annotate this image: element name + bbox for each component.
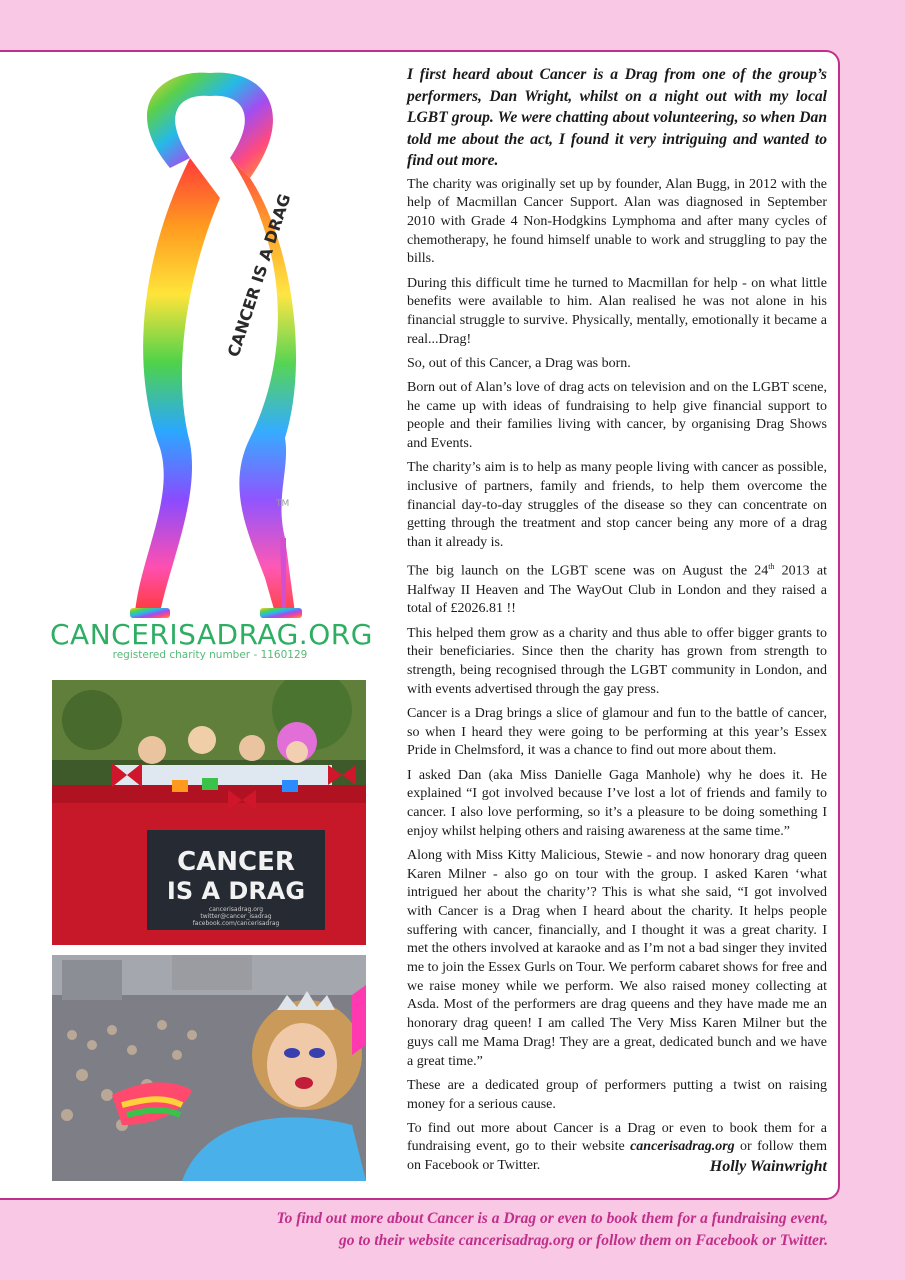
banner-text-line2: IS A DRAG [166,877,306,905]
paragraph-text: To find out more about Cancer is a Drag or even to book them for a fundraising event, go to their website [407,1120,827,1155]
banner-small-3: facebook.com/cancerisadrag [192,920,280,927]
article-panel [0,50,840,1200]
footer-line: go to their website cancerisadrag.org or follow them on Facebook or Twitter. [339,1232,828,1249]
article-body [407,64,827,1176]
photo-pride-crowd [52,955,366,1181]
paragraph-text: The big launch on the LGBT scene was on August the 24 [407,564,769,580]
article-intro: I first heard about Cancer is a Drag from one of the group’s performers, Dan Wright, whilst on a night out with my local LGBT group. We were chatting about volunteering, so when Dan told me about the act, I found it very intriguing and wanted to find out more. [407,66,827,169]
ordinal-suffix: th [768,562,775,572]
article-author: Holly Wainwright [709,1157,827,1175]
ribbon-text: CANCER IS A DRAG [223,191,295,360]
banner-small-1: cancerisadrag.org [208,906,264,913]
paragraph: The charity was originally set up by founder, Alan Bugg, in 2012 with the help of Macmillan Cancer Support. Alan was diagnosed in September 2010 with Grade 4 Non-Hodgkins Lymphoma and after many cycles of chemotherapy, he found himself unable to work and struggling to pay the bills. [407,176,827,267]
cancer-is-a-drag-logo [100,68,320,623]
footer-callout [108,1208,828,1252]
paragraph-text: 2013 at Halfway II Heaven and The WayOut Club in London and they raised a total of £2026.81 !! [407,564,827,617]
website-logo-text: CANCERISADRAG.ORG [50,618,373,651]
website-link[interactable]: cancerisadrag.org [630,1139,735,1155]
paragraph-text: or follow them on Facebook or Twitter. [407,1139,827,1174]
paragraph: The charity’s aim is to help as many people living with cancer as possible, inclusive of partners, family and friends, to help them overcome the financial day-to-day struggles of the disease so they can concentrate on getting through the treatment and stop cancer being any more of a drag than it already is. [407,460,827,551]
paragraph: Along with Miss Kitty Malicious, Stewie - and now honorary drag queen Karen Milner - also go on tour with the group. I asked Karen ‘what intrigued her about the charity’? This is what she said, “I got involved with Cancer is a Drag when I heard about the charity. It helps people suffering with cancer, financially, and I thought it was a great charity. I met the others involved at karaoke and as I’m not a bad singer they invited me to join the Essex Gurls on Tour. We perform cabaret shows for free and we raise money while we perform. We also raised money collecting at Asda. Most of the performers are drag queens and they have made me an honorary drag queen! I am called The Very Miss Karen Milner but the guys call me Mama Drag! They are a great, dedicated bunch and we have a great time.” [407,847,827,1069]
banner-small-2: twitter@cancer_isadrag [200,913,272,920]
trademark-mark: TM [276,499,290,509]
charity-number: registered charity number - 1160129 [112,649,308,661]
paragraph: So, out of this Cancer, a Drag was born. [407,355,631,371]
paragraph: Born out of Alan’s love of drag acts on television and on the LGBT scene, he came up with ideas of fundraising to help give financial support to people and their families living with cancer, by organising Drag Shows and Events. [407,380,827,452]
paragraph: I asked Dan (aka Miss Danielle Gaga Manhole) why he does it. He explained “I got involved because I’ve lost a lot of friends and family to cancer. I also love performing, so it’s a pleasure to be doing something I enjoy whilst helping others and raising awareness at the same time.” [407,767,827,839]
photo-bus-parade [52,680,366,945]
paragraph: This helped them grow as a charity and thus able to offer bigger grants to their beneficiaries. Since then the charity has grown from strength to strength, being recognised through the LGBT community in London, and with events advertised through the gay press. [407,625,827,697]
paragraph [407,558,827,619]
paragraph: During this difficult time he turned to Macmillan for help - on what little benefits were available to him. Alan realised he was not alone in his financial struggle to survive. Physically, mentally, emotionally it became a real...Drag! [407,275,827,347]
banner-text-line1: CANCER [177,847,295,877]
paragraph: These are a dedicated group of performers putting a twist on raising money for a serious cause. [407,1077,827,1112]
paragraph: Cancer is a Drag brings a slice of glamour and fun to the battle of cancer, so when I heard they were going to be performing at this year’s Essex Pride in Chelmsford, it was a chance to find out more about them. [407,705,827,759]
footer-line: To find out more about Cancer is a Drag or even to book them for a fundraising event, [276,1210,828,1227]
